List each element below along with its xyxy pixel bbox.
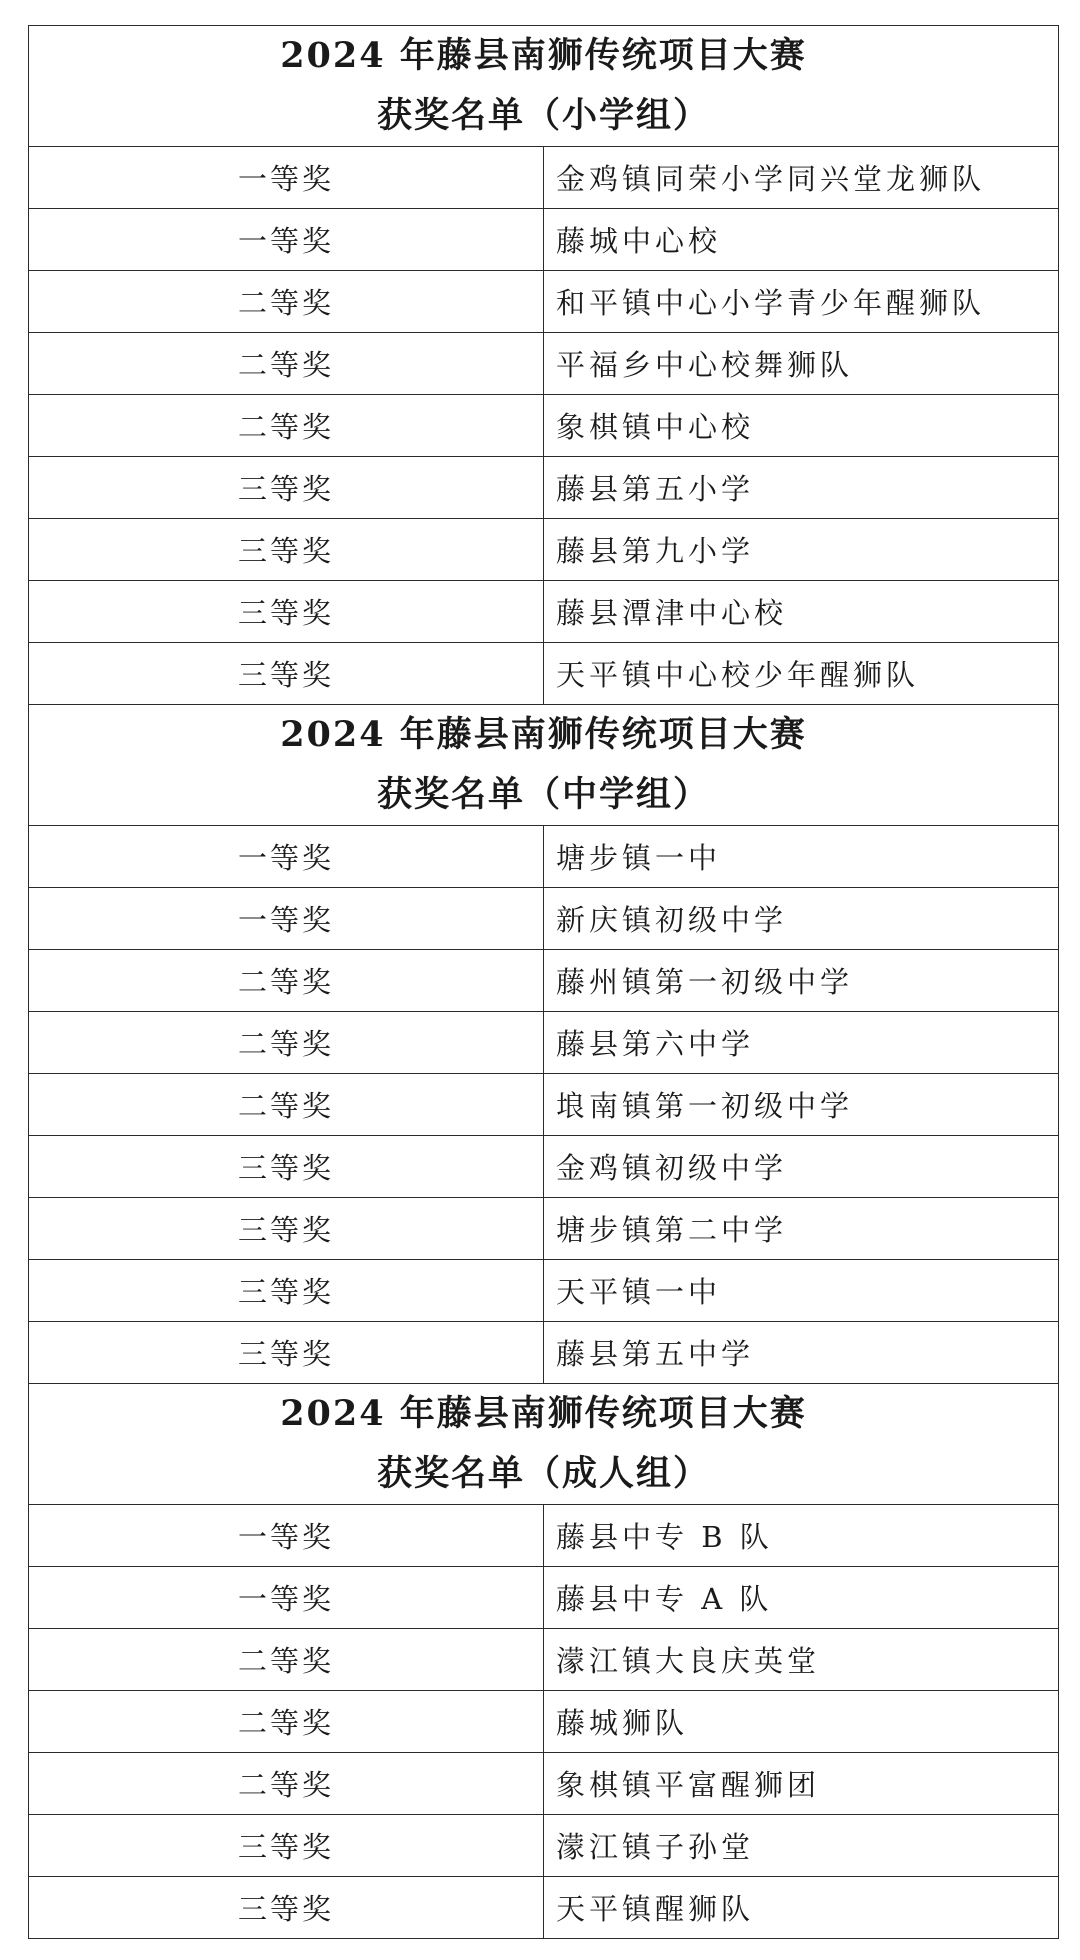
- section-title-line1: 2024 年藤县南狮传统项目大赛: [280, 35, 807, 76]
- section-title: [29, 705, 1059, 826]
- team-cell: 濛江镇子孙堂: [544, 1815, 1059, 1877]
- prize-cell: 三等奖: [29, 1322, 544, 1384]
- award-list-table: [28, 25, 1059, 1939]
- prize-cell: 一等奖: [29, 209, 544, 271]
- prize-cell: 一等奖: [29, 826, 544, 888]
- section-header-row: [29, 1384, 1059, 1505]
- prize-cell: 一等奖: [29, 147, 544, 209]
- prize-cell: 二等奖: [29, 1074, 544, 1136]
- prize-cell: 三等奖: [29, 1877, 544, 1939]
- table-row: [29, 1629, 1059, 1691]
- section-title: [29, 26, 1059, 147]
- section-title-line2: 获奖名单（中学组）: [376, 774, 710, 815]
- section-header-row: [29, 26, 1059, 147]
- team-cell: 藤县第五中学: [544, 1322, 1059, 1384]
- team-cell: 藤县中专 B 队: [544, 1505, 1059, 1567]
- team-cell: 藤县第五小学: [544, 457, 1059, 519]
- prize-cell: 三等奖: [29, 1198, 544, 1260]
- prize-cell: 一等奖: [29, 1505, 544, 1567]
- table-row: [29, 1505, 1059, 1567]
- table-row: [29, 888, 1059, 950]
- team-cell: 象棋镇中心校: [544, 395, 1059, 457]
- prize-cell: 二等奖: [29, 333, 544, 395]
- team-cell: 塘步镇一中: [544, 826, 1059, 888]
- section-title-line1: 2024 年藤县南狮传统项目大赛: [280, 1393, 807, 1434]
- table-row: [29, 1198, 1059, 1260]
- table-row: [29, 395, 1059, 457]
- table-row: [29, 1753, 1059, 1815]
- prize-cell: 二等奖: [29, 1691, 544, 1753]
- team-cell: 濛江镇大良庆英堂: [544, 1629, 1059, 1691]
- prize-cell: 三等奖: [29, 581, 544, 643]
- table-row: [29, 457, 1059, 519]
- prize-cell: 二等奖: [29, 1629, 544, 1691]
- table-row: [29, 643, 1059, 705]
- table-row: [29, 581, 1059, 643]
- team-cell: 平福乡中心校舞狮队: [544, 333, 1059, 395]
- team-cell: 天平镇中心校少年醒狮队: [544, 643, 1059, 705]
- team-cell: 天平镇一中: [544, 1260, 1059, 1322]
- prize-cell: 三等奖: [29, 457, 544, 519]
- section-title-line1: 2024 年藤县南狮传统项目大赛: [280, 714, 807, 755]
- team-cell: 埌南镇第一初级中学: [544, 1074, 1059, 1136]
- prize-cell: 二等奖: [29, 1012, 544, 1074]
- team-cell: 象棋镇平富醒狮团: [544, 1753, 1059, 1815]
- team-cell: 藤县中专 A 队: [544, 1567, 1059, 1629]
- team-cell: 藤县第九小学: [544, 519, 1059, 581]
- award-table-body: [29, 26, 1059, 1939]
- table-row: [29, 1691, 1059, 1753]
- table-row: [29, 1815, 1059, 1877]
- prize-cell: 三等奖: [29, 519, 544, 581]
- table-row: [29, 1877, 1059, 1939]
- table-row: [29, 271, 1059, 333]
- table-row: [29, 950, 1059, 1012]
- table-row: [29, 333, 1059, 395]
- team-cell: 藤县第六中学: [544, 1012, 1059, 1074]
- prize-cell: 三等奖: [29, 1136, 544, 1198]
- prize-cell: 一等奖: [29, 888, 544, 950]
- team-cell: 和平镇中心小学青少年醒狮队: [544, 271, 1059, 333]
- team-cell: 塘步镇第二中学: [544, 1198, 1059, 1260]
- prize-cell: 一等奖: [29, 1567, 544, 1629]
- team-cell: 藤县潭津中心校: [544, 581, 1059, 643]
- prize-cell: 二等奖: [29, 395, 544, 457]
- prize-cell: 三等奖: [29, 643, 544, 705]
- prize-cell: 三等奖: [29, 1260, 544, 1322]
- table-row: [29, 147, 1059, 209]
- team-cell: 天平镇醒狮队: [544, 1877, 1059, 1939]
- section-title-line2: 获奖名单（小学组）: [376, 95, 710, 136]
- team-cell: 藤城狮队: [544, 1691, 1059, 1753]
- team-cell: 新庆镇初级中学: [544, 888, 1059, 950]
- table-row: [29, 1136, 1059, 1198]
- prize-cell: 二等奖: [29, 271, 544, 333]
- section-header-row: [29, 705, 1059, 826]
- table-row: [29, 1567, 1059, 1629]
- section-title: [29, 1384, 1059, 1505]
- prize-cell: 二等奖: [29, 950, 544, 1012]
- section-title-line2: 获奖名单（成人组）: [376, 1453, 710, 1494]
- team-cell: 藤州镇第一初级中学: [544, 950, 1059, 1012]
- table-row: [29, 1012, 1059, 1074]
- team-cell: 金鸡镇同荣小学同兴堂龙狮队: [544, 147, 1059, 209]
- table-row: [29, 209, 1059, 271]
- table-row: [29, 1322, 1059, 1384]
- table-row: [29, 1074, 1059, 1136]
- prize-cell: 二等奖: [29, 1753, 544, 1815]
- team-cell: 藤城中心校: [544, 209, 1059, 271]
- table-row: [29, 1260, 1059, 1322]
- team-cell: 金鸡镇初级中学: [544, 1136, 1059, 1198]
- table-row: [29, 826, 1059, 888]
- table-row: [29, 519, 1059, 581]
- prize-cell: 三等奖: [29, 1815, 544, 1877]
